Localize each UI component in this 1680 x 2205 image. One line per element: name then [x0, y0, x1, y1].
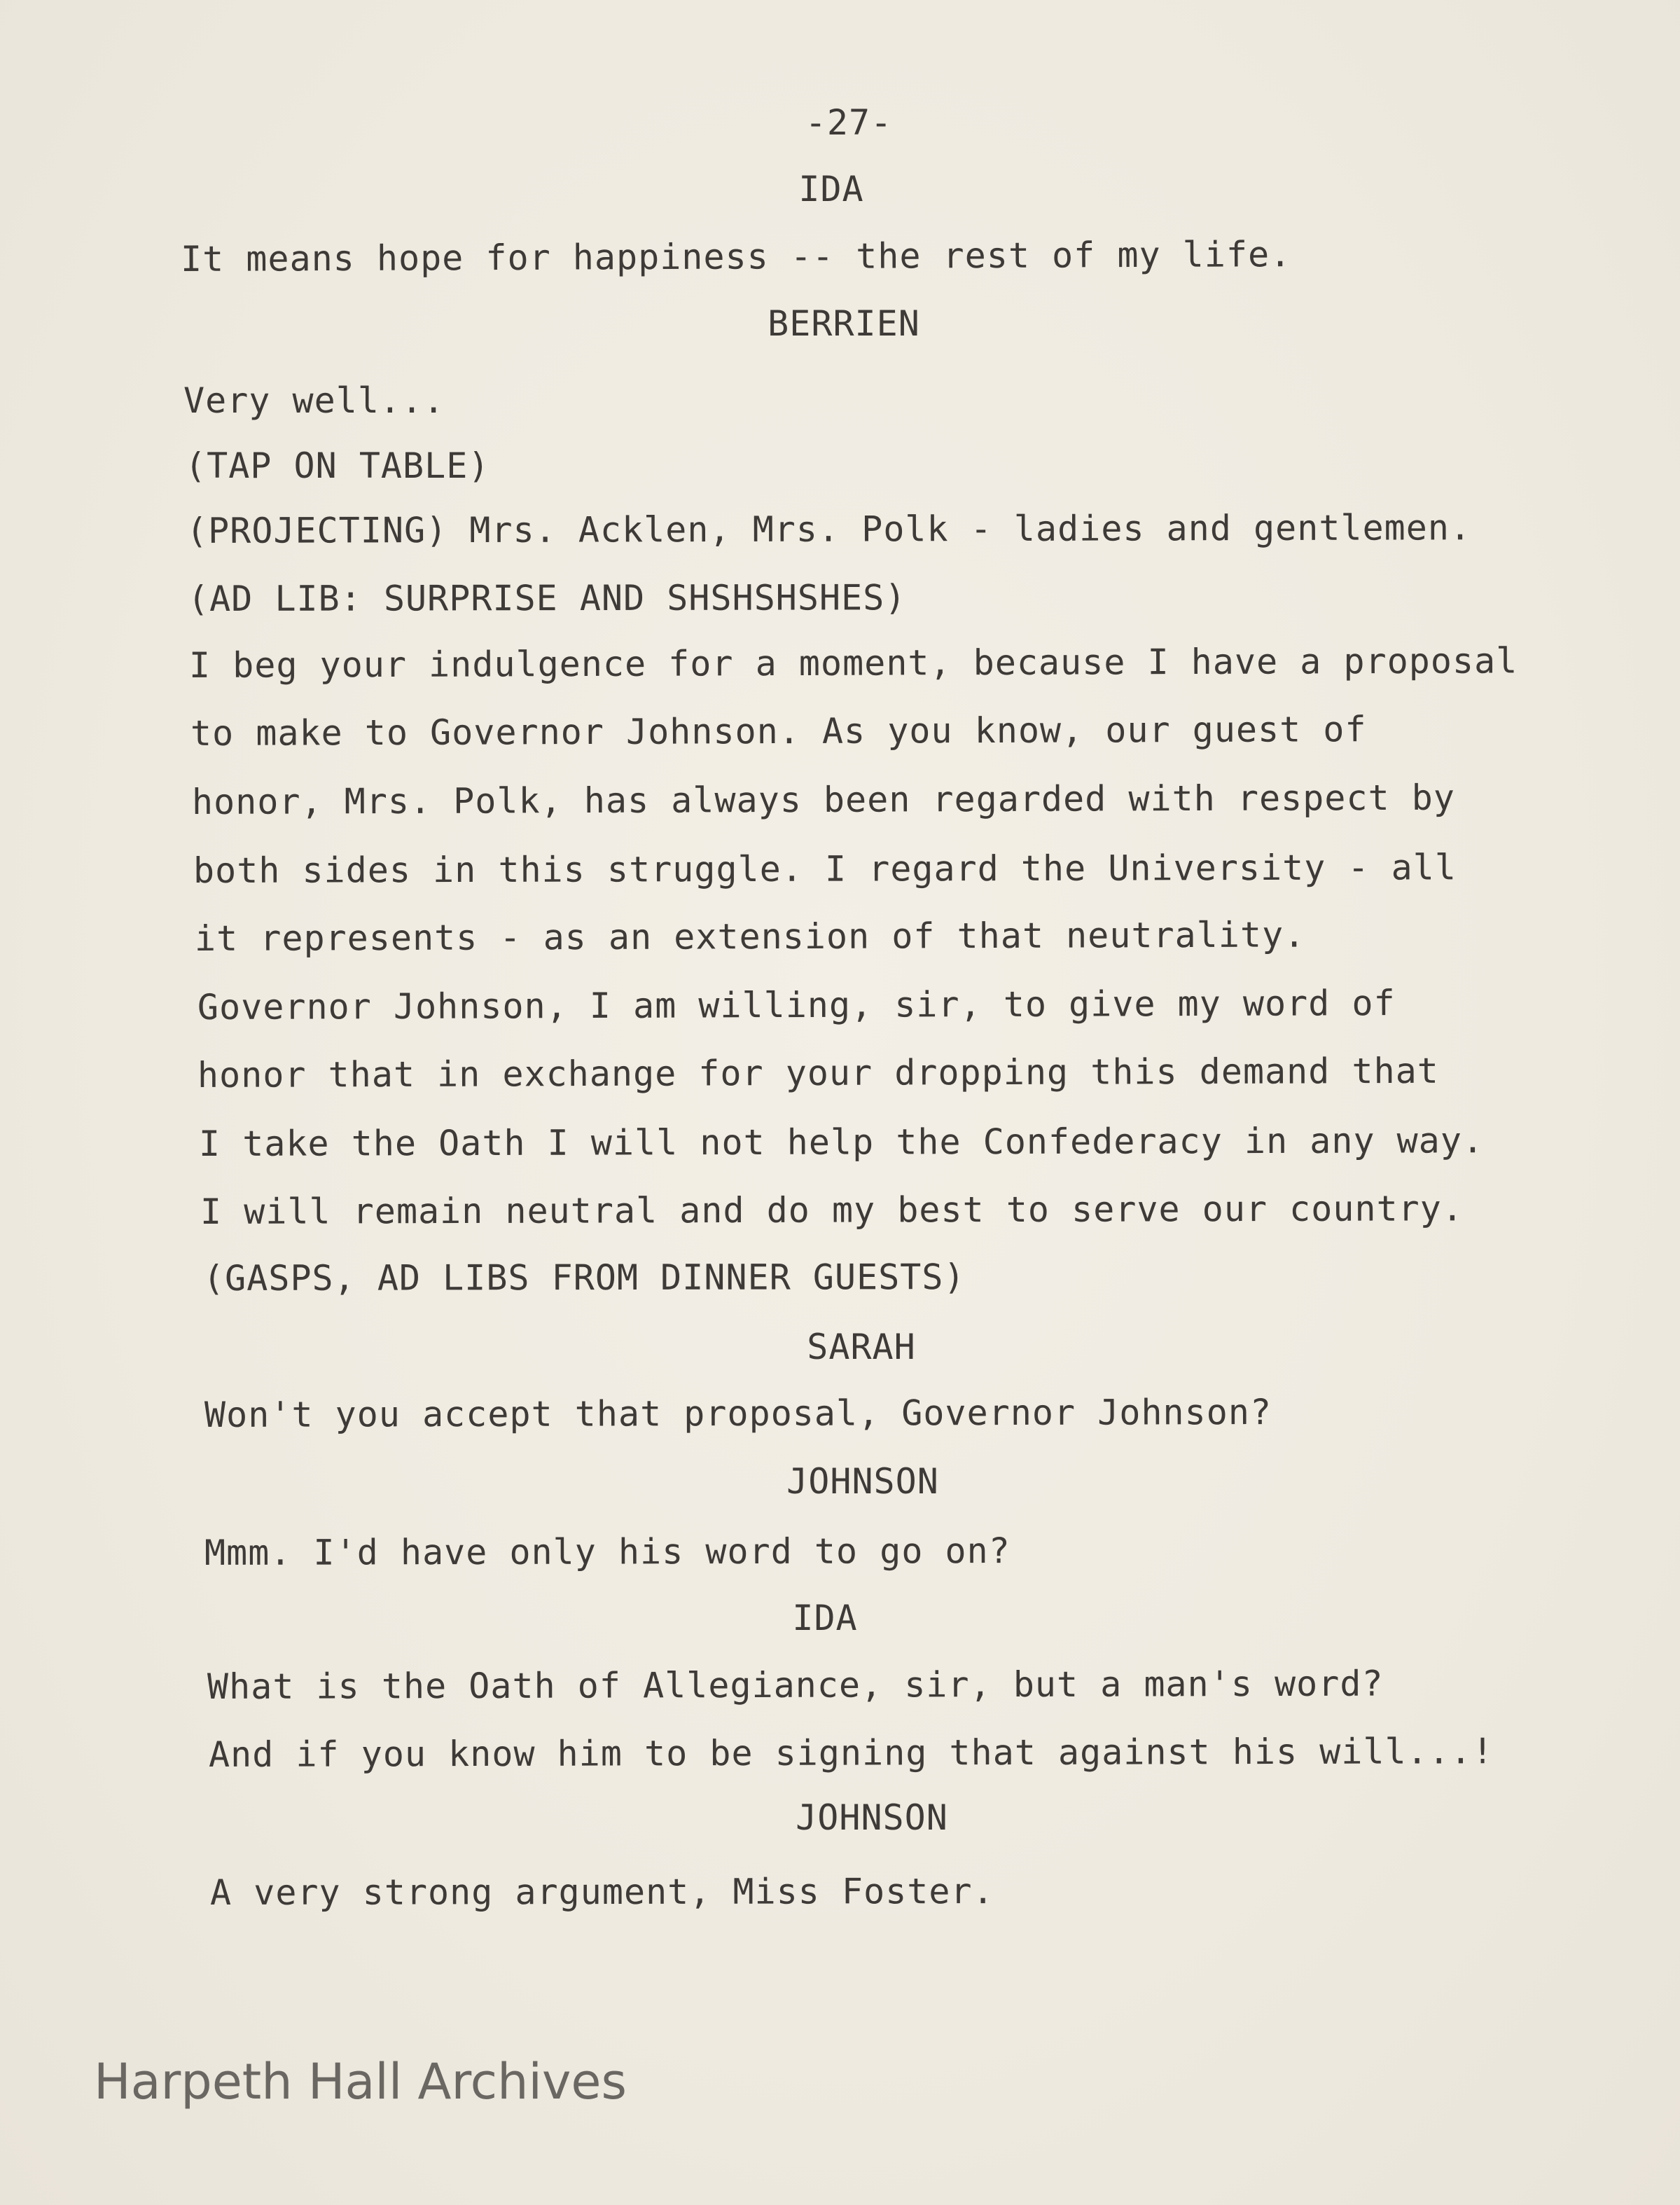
dialogue-line: I take the Oath I will not help the Confederacy in any way.	[198, 1120, 1485, 1164]
speaker-johnson: JOHNSON	[796, 1797, 948, 1838]
dialogue-line: honor, Mrs. Polk, has always been regarded with respect by	[191, 777, 1456, 822]
dialogue-line: It means hope for happiness -- the rest of my life.	[180, 234, 1292, 279]
dialogue-line: honor that in exchange for your dropping this demand that	[197, 1050, 1439, 1095]
speaker-sarah: SARAH	[807, 1327, 916, 1367]
speaker-ida: IDA	[792, 1598, 858, 1638]
dialogue-line: What is the Oath of Allegiance, sir, but a man's word?	[207, 1663, 1384, 1707]
dialogue-line: Won't you accept that proposal, Governor Johnson?	[204, 1392, 1272, 1435]
dialogue-line: Very well...	[183, 380, 445, 421]
dialogue-line: I will remain neutral and do my best to serve our country.	[200, 1188, 1464, 1232]
dialogue-line: And if you know him to be signing that against his will...!	[208, 1731, 1494, 1775]
stage-direction: (AD LIB: SURPRISE AND SHSHSHSHES)	[187, 577, 907, 619]
stage-direction: (GASPS, AD LIBS FROM DINNER GUESTS)	[202, 1257, 966, 1299]
dialogue-line: it represents - as an extension of that neutrality.	[194, 914, 1306, 959]
page-number: -27-	[805, 102, 893, 143]
dialogue-line: both sides in this struggle. I regard the University - all	[193, 847, 1457, 891]
stage-direction: (TAP ON TABLE)	[185, 445, 490, 486]
dialogue-line: Mmm. I'd have only his word to go on?	[204, 1530, 1011, 1573]
dialogue-line: I beg your indulgence for a moment, because I have a proposal	[188, 640, 1518, 686]
speaker-berrien: BERRIEN	[768, 303, 920, 344]
archive-watermark: Harpeth Hall Archives	[94, 2053, 627, 2110]
dialogue-line: Governor Johnson, I am willing, sir, to give my word of	[197, 983, 1396, 1028]
dialogue-line: to make to Governor Johnson. As you know, our guest of	[190, 709, 1367, 754]
dialogue-line: (PROJECTING) Mrs. Acklen, Mrs. Polk - ladies and gentlemen.	[186, 507, 1472, 551]
speaker-johnson: JOHNSON	[786, 1461, 939, 1502]
dialogue-line: A very strong argument, Miss Foster.	[209, 1871, 994, 1913]
speaker-ida: IDA	[798, 169, 864, 209]
